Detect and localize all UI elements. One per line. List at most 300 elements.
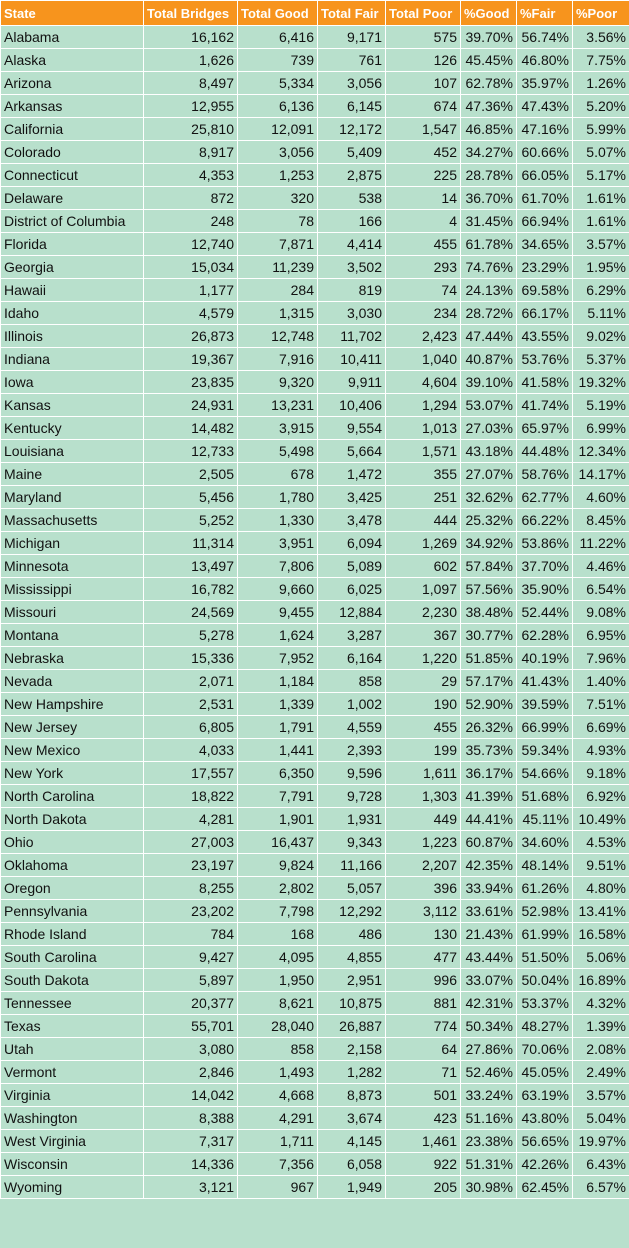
cell-pct-good: 47.36% [461, 95, 517, 118]
cell-pct-fair: 23.29% [517, 256, 573, 279]
cell-pct-poor: 1.39% [573, 1015, 629, 1038]
cell-state-name: Ohio [1, 831, 144, 854]
cell-total-fair: 1,931 [318, 808, 386, 831]
cell-pct-good: 33.61% [461, 900, 517, 923]
cell-total-poor: 2,423 [386, 325, 461, 348]
cell-pct-poor: 4.80% [573, 877, 629, 900]
cell-state-name: Oklahoma [1, 854, 144, 877]
cell-pct-good: 34.92% [461, 532, 517, 555]
table-row [1, 325, 629, 348]
cell-pct-poor: 10.49% [573, 808, 629, 831]
cell-pct-good: 51.16% [461, 1107, 517, 1130]
cell-pct-fair: 61.99% [517, 923, 573, 946]
table-row [1, 1084, 629, 1107]
cell-pct-good: 43.44% [461, 946, 517, 969]
cell-state-name: New Hampshire [1, 693, 144, 716]
cell-total-poor: 602 [386, 555, 461, 578]
cell-pct-good: 27.86% [461, 1038, 517, 1061]
cell-total-good: 5,498 [238, 440, 318, 463]
cell-total-poor: 881 [386, 992, 461, 1015]
cell-total-bridges: 12,740 [144, 233, 238, 256]
cell-total-poor: 1,097 [386, 578, 461, 601]
cell-total-poor: 501 [386, 1084, 461, 1107]
table-row [1, 118, 629, 141]
cell-total-bridges: 872 [144, 187, 238, 210]
cell-pct-poor: 5.11% [573, 302, 629, 325]
cell-pct-good: 57.17% [461, 670, 517, 693]
cell-pct-fair: 63.19% [517, 1084, 573, 1107]
cell-total-poor: 477 [386, 946, 461, 969]
cell-state-name: Alaska [1, 49, 144, 72]
cell-pct-fair: 45.11% [517, 808, 573, 831]
cell-pct-fair: 66.17% [517, 302, 573, 325]
cell-total-good: 1,901 [238, 808, 318, 831]
cell-total-good: 78 [238, 210, 318, 233]
cell-pct-poor: 1.26% [573, 72, 629, 95]
cell-total-fair: 3,056 [318, 72, 386, 95]
cell-pct-good: 34.27% [461, 141, 517, 164]
cell-total-poor: 2,230 [386, 601, 461, 624]
cell-total-good: 6,350 [238, 762, 318, 785]
cell-total-bridges: 4,353 [144, 164, 238, 187]
cell-pct-good: 57.56% [461, 578, 517, 601]
cell-pct-fair: 52.44% [517, 601, 573, 624]
cell-pct-fair: 51.50% [517, 946, 573, 969]
cell-pct-fair: 62.77% [517, 486, 573, 509]
cell-total-fair: 9,171 [318, 26, 386, 49]
cell-pct-fair: 51.68% [517, 785, 573, 808]
cell-pct-poor: 14.17% [573, 463, 629, 486]
cell-total-bridges: 23,197 [144, 854, 238, 877]
cell-total-poor: 1,223 [386, 831, 461, 854]
cell-total-good: 28,040 [238, 1015, 318, 1038]
cell-total-good: 6,416 [238, 26, 318, 49]
cell-total-fair: 2,393 [318, 739, 386, 762]
cell-pct-poor: 3.57% [573, 1084, 629, 1107]
cell-total-bridges: 3,080 [144, 1038, 238, 1061]
cell-pct-poor: 16.89% [573, 969, 629, 992]
cell-total-poor: 423 [386, 1107, 461, 1130]
cell-total-poor: 234 [386, 302, 461, 325]
cell-total-fair: 12,292 [318, 900, 386, 923]
cell-total-bridges: 14,042 [144, 1084, 238, 1107]
cell-total-fair: 12,884 [318, 601, 386, 624]
cell-state-name: Maryland [1, 486, 144, 509]
cell-total-fair: 9,911 [318, 371, 386, 394]
cell-total-fair: 9,596 [318, 762, 386, 785]
cell-total-fair: 5,409 [318, 141, 386, 164]
cell-pct-poor: 3.57% [573, 233, 629, 256]
cell-total-bridges: 1,177 [144, 279, 238, 302]
cell-total-fair: 6,025 [318, 578, 386, 601]
cell-total-fair: 1,949 [318, 1176, 386, 1199]
cell-pct-fair: 46.80% [517, 49, 573, 72]
cell-total-poor: 64 [386, 1038, 461, 1061]
cell-pct-good: 39.10% [461, 371, 517, 394]
cell-pct-fair: 39.59% [517, 693, 573, 716]
cell-total-bridges: 26,873 [144, 325, 238, 348]
cell-pct-poor: 9.51% [573, 854, 629, 877]
cell-total-fair: 6,058 [318, 1153, 386, 1176]
cell-total-bridges: 4,281 [144, 808, 238, 831]
cell-pct-fair: 65.97% [517, 417, 573, 440]
cell-total-poor: 74 [386, 279, 461, 302]
cell-pct-poor: 5.19% [573, 394, 629, 417]
cell-total-bridges: 14,482 [144, 417, 238, 440]
cell-total-poor: 452 [386, 141, 461, 164]
table-row [1, 187, 629, 210]
table-row [1, 394, 629, 417]
cell-total-good: 4,095 [238, 946, 318, 969]
cell-state-name: Georgia [1, 256, 144, 279]
table-row [1, 785, 629, 808]
cell-pct-good: 51.85% [461, 647, 517, 670]
cell-total-poor: 4,604 [386, 371, 461, 394]
table-row [1, 509, 629, 532]
cell-total-poor: 1,571 [386, 440, 461, 463]
cell-state-name: Indiana [1, 348, 144, 371]
cell-pct-good: 33.07% [461, 969, 517, 992]
cell-total-poor: 225 [386, 164, 461, 187]
cell-pct-fair: 62.45% [517, 1176, 573, 1199]
cell-total-good: 1,330 [238, 509, 318, 532]
table-row [1, 302, 629, 325]
cell-total-bridges: 2,071 [144, 670, 238, 693]
cell-pct-good: 57.84% [461, 555, 517, 578]
cell-pct-poor: 5.99% [573, 118, 629, 141]
table-row [1, 279, 629, 302]
cell-total-fair: 5,057 [318, 877, 386, 900]
cell-total-good: 967 [238, 1176, 318, 1199]
cell-total-bridges: 12,733 [144, 440, 238, 463]
cell-pct-fair: 61.70% [517, 187, 573, 210]
cell-total-good: 7,871 [238, 233, 318, 256]
cell-pct-poor: 9.18% [573, 762, 629, 785]
cell-state-name: Texas [1, 1015, 144, 1038]
cell-total-fair: 1,002 [318, 693, 386, 716]
cell-state-name: Arizona [1, 72, 144, 95]
cell-total-bridges: 16,162 [144, 26, 238, 49]
cell-total-fair: 3,478 [318, 509, 386, 532]
cell-total-bridges: 5,897 [144, 969, 238, 992]
cell-pct-fair: 48.14% [517, 854, 573, 877]
cell-total-bridges: 784 [144, 923, 238, 946]
cell-pct-poor: 7.96% [573, 647, 629, 670]
cell-total-poor: 293 [386, 256, 461, 279]
cell-pct-good: 32.62% [461, 486, 517, 509]
cell-pct-good: 24.13% [461, 279, 517, 302]
cell-total-good: 9,660 [238, 578, 318, 601]
cell-total-good: 11,239 [238, 256, 318, 279]
cell-total-good: 1,711 [238, 1130, 318, 1153]
cell-total-fair: 538 [318, 187, 386, 210]
cell-pct-poor: 1.40% [573, 670, 629, 693]
cell-pct-fair: 66.05% [517, 164, 573, 187]
cell-total-poor: 1,269 [386, 532, 461, 555]
cell-total-bridges: 16,782 [144, 578, 238, 601]
cell-total-poor: 674 [386, 95, 461, 118]
cell-pct-good: 25.32% [461, 509, 517, 532]
table-row [1, 95, 629, 118]
cell-total-fair: 2,951 [318, 969, 386, 992]
cell-pct-good: 46.85% [461, 118, 517, 141]
cell-total-fair: 3,287 [318, 624, 386, 647]
cell-total-good: 7,806 [238, 555, 318, 578]
cell-total-good: 12,091 [238, 118, 318, 141]
cell-pct-poor: 19.97% [573, 1130, 629, 1153]
cell-pct-good: 36.70% [461, 187, 517, 210]
cell-pct-poor: 4.32% [573, 992, 629, 1015]
cell-state-name: New Jersey [1, 716, 144, 739]
table-row [1, 440, 629, 463]
cell-total-poor: 251 [386, 486, 461, 509]
table-row [1, 923, 629, 946]
cell-total-good: 4,291 [238, 1107, 318, 1130]
cell-total-fair: 8,873 [318, 1084, 386, 1107]
table-row [1, 831, 629, 854]
cell-total-good: 16,437 [238, 831, 318, 854]
cell-pct-fair: 43.80% [517, 1107, 573, 1130]
header-state: State [1, 1, 144, 26]
cell-state-name: Kentucky [1, 417, 144, 440]
cell-total-bridges: 12,955 [144, 95, 238, 118]
cell-total-poor: 449 [386, 808, 461, 831]
cell-total-fair: 10,406 [318, 394, 386, 417]
header-pct-fair: %Fair [517, 1, 573, 26]
cell-pct-poor: 3.56% [573, 26, 629, 49]
cell-pct-poor: 7.75% [573, 49, 629, 72]
table-row [1, 371, 629, 394]
cell-pct-fair: 41.43% [517, 670, 573, 693]
header-total-bridges: Total Bridges [144, 1, 238, 26]
cell-pct-fair: 34.65% [517, 233, 573, 256]
cell-total-good: 13,231 [238, 394, 318, 417]
cell-total-bridges: 8,497 [144, 72, 238, 95]
cell-total-bridges: 9,427 [144, 946, 238, 969]
cell-total-fair: 5,664 [318, 440, 386, 463]
table-row [1, 1107, 629, 1130]
cell-pct-poor: 4.53% [573, 831, 629, 854]
header-total-good: Total Good [238, 1, 318, 26]
cell-pct-poor: 6.99% [573, 417, 629, 440]
cell-total-fair: 858 [318, 670, 386, 693]
header-pct-good: %Good [461, 1, 517, 26]
cell-pct-poor: 4.60% [573, 486, 629, 509]
cell-total-good: 1,339 [238, 693, 318, 716]
cell-state-name: South Carolina [1, 946, 144, 969]
table-row [1, 210, 629, 233]
table-row [1, 739, 629, 762]
cell-total-bridges: 19,367 [144, 348, 238, 371]
cell-pct-fair: 60.66% [517, 141, 573, 164]
cell-total-poor: 29 [386, 670, 461, 693]
table-row [1, 854, 629, 877]
cell-total-good: 3,915 [238, 417, 318, 440]
table-row [1, 1153, 629, 1176]
table-row [1, 1130, 629, 1153]
cell-total-fair: 4,414 [318, 233, 386, 256]
cell-pct-good: 35.73% [461, 739, 517, 762]
cell-pct-fair: 53.76% [517, 348, 573, 371]
cell-total-good: 1,791 [238, 716, 318, 739]
cell-state-name: Minnesota [1, 555, 144, 578]
table-row [1, 946, 629, 969]
cell-total-good: 284 [238, 279, 318, 302]
cell-total-bridges: 8,917 [144, 141, 238, 164]
cell-total-bridges: 2,846 [144, 1061, 238, 1084]
cell-pct-poor: 7.51% [573, 693, 629, 716]
cell-pct-fair: 53.37% [517, 992, 573, 1015]
cell-state-name: Wyoming [1, 1176, 144, 1199]
cell-total-poor: 396 [386, 877, 461, 900]
cell-pct-poor: 9.08% [573, 601, 629, 624]
cell-pct-poor: 19.32% [573, 371, 629, 394]
cell-pct-poor: 6.57% [573, 1176, 629, 1199]
table-row [1, 1176, 629, 1199]
cell-total-poor: 199 [386, 739, 461, 762]
cell-state-name: New Mexico [1, 739, 144, 762]
cell-total-fair: 2,158 [318, 1038, 386, 1061]
cell-total-good: 2,802 [238, 877, 318, 900]
header-total-poor: Total Poor [386, 1, 461, 26]
cell-state-name: Tennessee [1, 992, 144, 1015]
cell-total-poor: 1,547 [386, 118, 461, 141]
cell-state-name: West Virginia [1, 1130, 144, 1153]
cell-total-poor: 3,112 [386, 900, 461, 923]
cell-total-good: 8,621 [238, 992, 318, 1015]
cell-total-bridges: 2,505 [144, 463, 238, 486]
cell-pct-good: 53.07% [461, 394, 517, 417]
table-row [1, 164, 629, 187]
cell-total-bridges: 1,626 [144, 49, 238, 72]
cell-total-fair: 10,875 [318, 992, 386, 1015]
cell-state-name: Nebraska [1, 647, 144, 670]
cell-total-bridges: 15,336 [144, 647, 238, 670]
cell-state-name: Rhode Island [1, 923, 144, 946]
cell-total-poor: 455 [386, 716, 461, 739]
cell-pct-fair: 47.16% [517, 118, 573, 141]
cell-pct-poor: 9.02% [573, 325, 629, 348]
cell-total-good: 168 [238, 923, 318, 946]
cell-pct-fair: 41.58% [517, 371, 573, 394]
cell-pct-fair: 48.27% [517, 1015, 573, 1038]
header-pct-poor: %Poor [573, 1, 629, 26]
cell-pct-good: 26.32% [461, 716, 517, 739]
cell-total-bridges: 14,336 [144, 1153, 238, 1176]
cell-total-poor: 444 [386, 509, 461, 532]
cell-pct-good: 28.72% [461, 302, 517, 325]
cell-pct-poor: 13.41% [573, 900, 629, 923]
cell-state-name: Massachusetts [1, 509, 144, 532]
cell-state-name: Oregon [1, 877, 144, 900]
cell-state-name: Arkansas [1, 95, 144, 118]
table-row [1, 49, 629, 72]
cell-total-bridges: 8,255 [144, 877, 238, 900]
table-row [1, 900, 629, 923]
cell-pct-poor: 16.58% [573, 923, 629, 946]
cell-pct-fair: 62.28% [517, 624, 573, 647]
cell-state-name: Florida [1, 233, 144, 256]
cell-pct-fair: 66.22% [517, 509, 573, 532]
cell-total-poor: 1,611 [386, 762, 461, 785]
cell-total-bridges: 18,822 [144, 785, 238, 808]
table-row [1, 141, 629, 164]
cell-pct-poor: 5.06% [573, 946, 629, 969]
cell-pct-poor: 4.46% [573, 555, 629, 578]
cell-total-poor: 455 [386, 233, 461, 256]
cell-pct-poor: 12.34% [573, 440, 629, 463]
cell-total-poor: 1,294 [386, 394, 461, 417]
table-row [1, 693, 629, 716]
cell-total-bridges: 8,388 [144, 1107, 238, 1130]
cell-pct-good: 47.44% [461, 325, 517, 348]
cell-pct-fair: 69.58% [517, 279, 573, 302]
cell-pct-fair: 42.26% [517, 1153, 573, 1176]
table-row [1, 762, 629, 785]
cell-pct-poor: 6.29% [573, 279, 629, 302]
cell-total-bridges: 15,034 [144, 256, 238, 279]
cell-pct-poor: 1.61% [573, 210, 629, 233]
cell-total-bridges: 27,003 [144, 831, 238, 854]
cell-pct-good: 45.45% [461, 49, 517, 72]
cell-total-fair: 6,164 [318, 647, 386, 670]
cell-pct-poor: 2.49% [573, 1061, 629, 1084]
cell-total-good: 12,748 [238, 325, 318, 348]
cell-pct-fair: 40.19% [517, 647, 573, 670]
cell-total-bridges: 25,810 [144, 118, 238, 141]
cell-pct-fair: 56.65% [517, 1130, 573, 1153]
cell-state-name: Virginia [1, 1084, 144, 1107]
cell-pct-poor: 5.37% [573, 348, 629, 371]
table-row [1, 72, 629, 95]
cell-total-good: 3,056 [238, 141, 318, 164]
cell-pct-good: 51.31% [461, 1153, 517, 1176]
cell-total-good: 6,136 [238, 95, 318, 118]
cell-state-name: Delaware [1, 187, 144, 210]
cell-total-good: 1,950 [238, 969, 318, 992]
cell-pct-fair: 70.06% [517, 1038, 573, 1061]
cell-pct-fair: 61.26% [517, 877, 573, 900]
cell-state-name: Montana [1, 624, 144, 647]
cell-pct-fair: 56.74% [517, 26, 573, 49]
cell-pct-good: 39.70% [461, 26, 517, 49]
cell-state-name: Alabama [1, 26, 144, 49]
cell-state-name: New York [1, 762, 144, 785]
cell-total-fair: 6,094 [318, 532, 386, 555]
table-row [1, 1015, 629, 1038]
cell-pct-good: 21.43% [461, 923, 517, 946]
cell-total-poor: 1,040 [386, 348, 461, 371]
cell-total-poor: 1,013 [386, 417, 461, 440]
header-row [1, 1, 629, 26]
cell-pct-fair: 47.43% [517, 95, 573, 118]
table-row [1, 877, 629, 900]
cell-state-name: South Dakota [1, 969, 144, 992]
cell-total-fair: 9,554 [318, 417, 386, 440]
cell-total-bridges: 6,805 [144, 716, 238, 739]
cell-pct-good: 41.39% [461, 785, 517, 808]
table-row [1, 532, 629, 555]
cell-total-fair: 4,855 [318, 946, 386, 969]
cell-pct-fair: 35.97% [517, 72, 573, 95]
cell-state-name: Kansas [1, 394, 144, 417]
cell-total-poor: 126 [386, 49, 461, 72]
table-row [1, 601, 629, 624]
table-row [1, 417, 629, 440]
table-row [1, 578, 629, 601]
cell-pct-good: 44.41% [461, 808, 517, 831]
cell-total-good: 7,356 [238, 1153, 318, 1176]
